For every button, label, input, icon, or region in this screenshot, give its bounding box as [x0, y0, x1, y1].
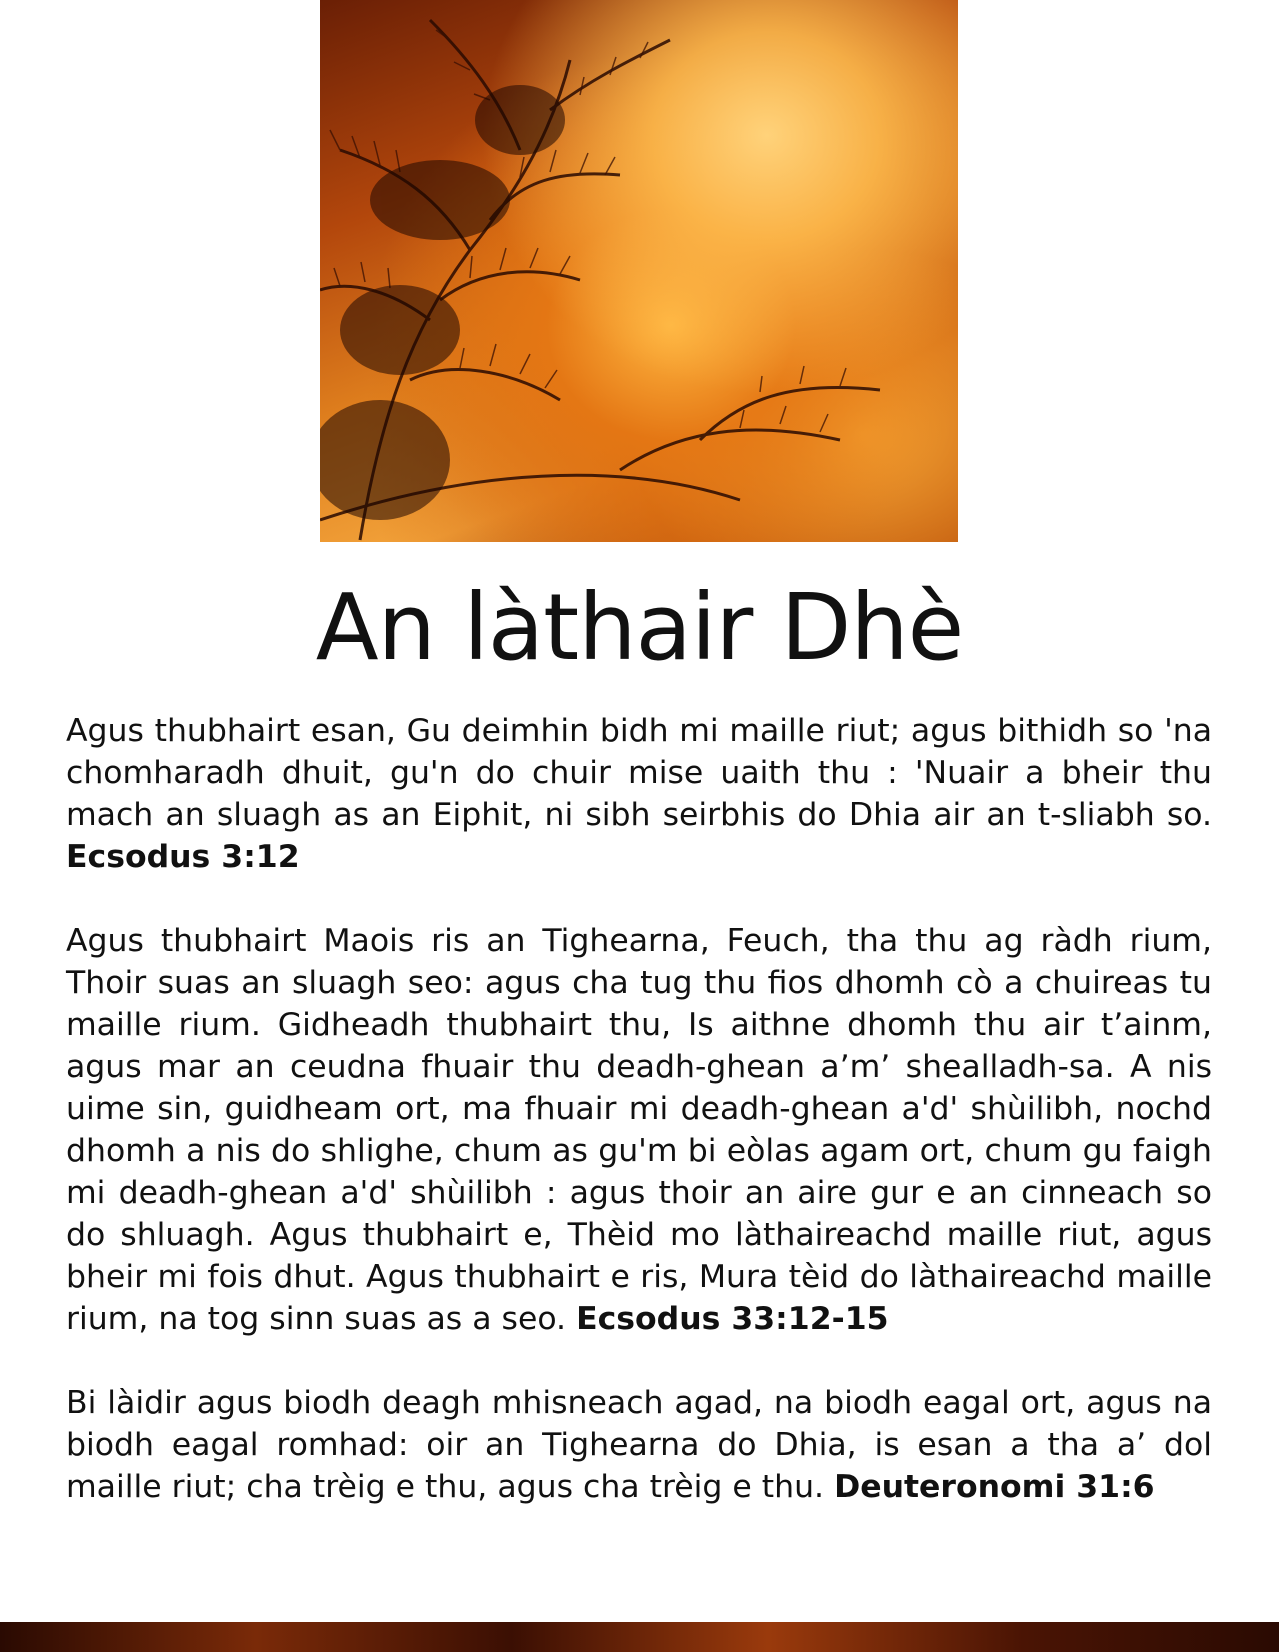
- passage-reference: Deuteronomi 31:6: [834, 1469, 1155, 1505]
- passage-reference: Ecsodus 3:12: [66, 839, 300, 875]
- passage-text: Bi làidir agus biodh deagh mhisneach agad, na biodh eagal ort, agus na biodh eagal romhad: oir an Tighearna do Dhia, is esan a tha a’ dol maille riut; cha trèig e thu, agus cha trèig e thu.: [66, 1385, 1212, 1505]
- page-title: An làthair Dhè: [315, 574, 964, 681]
- passage-3: [66, 1382, 1212, 1508]
- passage-reference: Ecsodus 33:12-15: [576, 1301, 889, 1337]
- scripture-passages: [66, 710, 1212, 1508]
- passage-1: [66, 710, 1212, 878]
- hero-fire-image: [320, 0, 958, 542]
- passage-text: Agus thubhairt Maois ris an Tighearna, Feuch, tha thu ag ràdh rium, Thoir suas an sluagh seo: agus cha tug thu fios dhomh cò a chuireas tu maille rium. Gidheadh thubhairt thu, Is aithne dhomh thu air t’ainm, agus mar an ceudna fhuair thu deadh-ghean a’m’ shealladh-sa. A nis uime sin, guidheam ort, ma fhuair mi deadh-ghean a'd' shùilibh, nochd dhomh a nis do shlighe, chum as gu'm bi eòlas agam ort, chum gu faigh mi deadh-ghean a'd' shùilibh : agus thoir an aire gur e an cinneach so do shluagh. Agus thubhairt e, Thèid mo làthaireachd maille riut, agus bheir mi fois dhut. Agus thubhairt e ris, Mura tèid do làthaireachd maille rium, na tog sinn suas as a seo.: [66, 923, 1212, 1337]
- footer-fire-strip: [0, 1622, 1279, 1652]
- passage-text: Agus thubhairt esan, Gu deimhin bidh mi maille riut; agus bithidh so 'na chomharadh dhuit, gu'n do chuir mise uaith thu : 'Nuair a bheir thu mach an sluagh as an Eiphit, ni sibh seirbhis do Dhia air an t-sliabh so.: [66, 713, 1212, 833]
- passage-2: [66, 920, 1212, 1340]
- burning-bush-icon: [320, 0, 958, 542]
